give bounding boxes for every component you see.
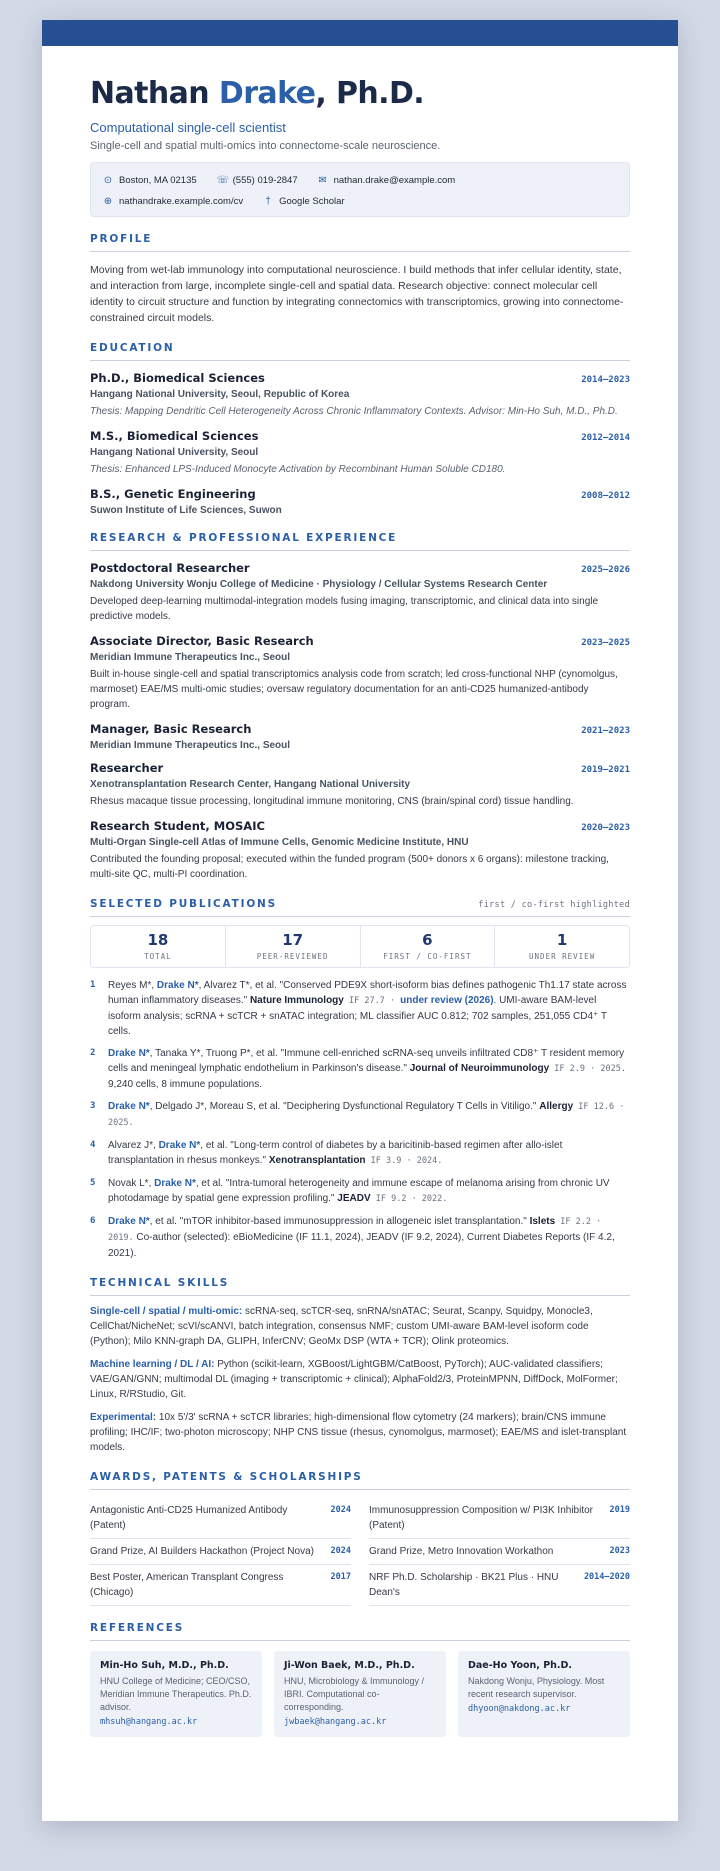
thesis-text: Thesis: Enhanced LPS-Induced Monocyte Activation by Recombinant Human Soluble CD180. xyxy=(90,464,506,475)
pub-number: 3 xyxy=(90,1101,96,1111)
award-item xyxy=(369,1565,630,1606)
reference-name: Dae-Ho Yoon, Ph.D. xyxy=(468,1660,573,1671)
globe-icon: ⊕ xyxy=(103,196,113,207)
award-date: 2023 xyxy=(609,1546,630,1556)
role-desc: Developed deep-learning multimodal-integration models fusing imaging, transcriptomic, and clinical data into single predictive models. xyxy=(90,596,599,622)
reference-card xyxy=(90,1651,262,1737)
role-dates: 2020–2023 xyxy=(581,823,630,833)
section-title-references: REFERENCES xyxy=(90,1622,630,1641)
publication-item: 5 Novak L*, Drake N*, et al. "Intra-tumoral heterogeneity and immune escape of melanoma arising from chronic UV photodamage by spatial gene expression profiling." JEADV IF 9.2 · 2022. xyxy=(90,1176,630,1207)
award-name: Best Poster, American Transplant Congress (Chicago) xyxy=(90,1572,284,1598)
pub-number: 2 xyxy=(90,1048,96,1058)
skill-key: Machine learning / DL / AI: xyxy=(90,1359,215,1370)
role-dates: 2025–2026 xyxy=(581,565,630,575)
resume-page xyxy=(42,20,678,1821)
contact-box xyxy=(90,162,630,217)
award-item xyxy=(369,1539,630,1565)
degree-title: M.S., Biomedical Sciences xyxy=(90,429,259,443)
pub-number: 4 xyxy=(90,1140,96,1150)
name-heading xyxy=(90,76,630,112)
email-text: nathan.drake@example.com xyxy=(333,175,456,186)
location-text: Boston, MA 02135 xyxy=(119,175,197,186)
journal-name: Allergy xyxy=(539,1101,574,1112)
stat-first-author xyxy=(361,926,496,967)
pub-number: 5 xyxy=(90,1178,96,1188)
degree-title: Ph.D., Biomedical Sciences xyxy=(90,371,265,385)
journal-name: Islets xyxy=(529,1216,556,1227)
journal-name: JEADV xyxy=(337,1193,371,1204)
stat-number: 1 xyxy=(556,931,568,949)
award-name: Antagonistic Anti-CD25 Humanized Antibody (Patent) xyxy=(90,1505,288,1531)
reference-card xyxy=(274,1651,446,1737)
references-list xyxy=(90,1651,630,1737)
section-title-publications: SELECTED PUBLICATIONS first / co-first highlighted xyxy=(90,898,630,917)
publication-list xyxy=(90,978,630,1261)
experience-entry xyxy=(90,722,630,751)
skill-key: Single-cell / spatial / multi-omic: xyxy=(90,1306,243,1317)
contact-website[interactable] xyxy=(103,196,243,207)
reference-email[interactable]: dhyoon@nakdong.ac.kr xyxy=(468,1704,571,1714)
stat-number: 17 xyxy=(282,931,304,949)
author-highlight: Drake N* xyxy=(158,1140,201,1151)
stat-label: UNDER REVIEW xyxy=(529,952,596,961)
degree-title: B.S., Genetic Engineering xyxy=(90,487,256,501)
publication-item: 1 Reyes M*, Drake N*, Alvarez T*, et al. "Conserved PDE9X short-isoform bias defines pathogenic Th1.17 state across human inflammatory diseases." Nature Immunology IF 27.7 · under review (2026). UMI-aware BAM-level isoform analysis; scRNA + scTCR + snATAC integration; ML classifier AUC 0.812; 702 samples, 251,055 CD4⁺ T cells. xyxy=(90,980,627,1037)
role-org: Meridian Immune Therapeutics Inc., Seoul xyxy=(90,740,291,751)
award-date: 2024 xyxy=(330,1505,351,1515)
stat-number: 6 xyxy=(422,931,433,949)
degree-dates: 2012–2014 xyxy=(581,433,630,443)
skill-group: Machine learning / DL / AI: Python (scikit-learn, XGBoost/LightGBM/CatBoost, PyTorch); AUC-validated classifiers; VAE/GAN/GNN; multimodal DL (imaging + transcriptomic + clinical); AlphaFold2/3, ProteinMPNN, DiffDock, MolFormer; Linux, R/RStudio, Git. xyxy=(90,1359,618,1400)
education-entry xyxy=(90,487,630,516)
role-org: Nakdong University Wonju College of Medicine · Physiology / Cellular Systems Research Center xyxy=(90,579,548,590)
journal-name: Xenotransplantation xyxy=(268,1155,366,1166)
experience-entry xyxy=(90,634,630,712)
award-item xyxy=(90,1565,351,1606)
experience-entry xyxy=(90,819,630,882)
degree-dates: 2014–2023 xyxy=(581,375,630,385)
thesis-text: Thesis: Mapping Dendritic Cell Heterogeneity Across Chronic Inflammatory Contexts. Advisor: Min-Ho Suh, M.D., Ph.D. xyxy=(90,406,618,417)
award-name: Grand Prize, AI Builders Hackathon (Project Nova) xyxy=(90,1546,314,1557)
author-highlight: Drake N* xyxy=(108,1101,150,1112)
role-title: Postdoctoral Researcher xyxy=(90,561,250,575)
role-dates: 2019–2021 xyxy=(581,765,630,775)
role-dates: 2023–2025 xyxy=(581,638,630,648)
degree-dates: 2008–2012 xyxy=(581,491,630,501)
role-org: Xenotransplantation Research Center, Hangang National University xyxy=(90,779,411,790)
section-title-skills: TECHNICAL SKILLS xyxy=(90,1277,630,1296)
role-title: Research Student, MOSAIC xyxy=(90,819,265,833)
reference-name: Ji-Won Baek, M.D., Ph.D. xyxy=(284,1660,415,1671)
stat-peer-reviewed xyxy=(226,926,361,967)
phone-icon: ☏ xyxy=(216,175,230,186)
award-name: NRF Ph.D. Scholarship · BK21 Plus · HNU Dean's xyxy=(369,1572,559,1598)
reference-email[interactable]: mhsuh@hangang.ac.kr xyxy=(100,1717,198,1727)
school-name: Suwon Institute of Life Sciences, Suwon xyxy=(90,505,282,516)
scholar-icon: † xyxy=(265,196,271,207)
profile-text: Moving from wet-lab immunology into computational neuroscience. I build methods that infer cellular identity, state, and interaction from large, incomplete single-cell and spatial data. Research objective: connect molecular cell identity to circuit structure and function by integrating connectomics with transcriptomics, growing into connectome-constrained circuit models. xyxy=(90,264,624,324)
reference-desc: HNU College of Medicine; CEO/CSO, Meridian Immune Therapeutics. Ph.D. advisor. xyxy=(100,1676,252,1712)
skill-key: Experimental: xyxy=(90,1412,157,1423)
scholar-text: Google Scholar xyxy=(279,196,345,207)
journal-name: Nature Immunology xyxy=(249,995,344,1006)
education-entry xyxy=(90,429,630,477)
top-accent-bar xyxy=(42,20,678,46)
mail-icon: ✉ xyxy=(318,175,327,186)
contact-scholar[interactable] xyxy=(263,196,344,207)
role-org: Meridian Immune Therapeutics Inc., Seoul xyxy=(90,652,291,663)
author-highlight: Drake N* xyxy=(154,1178,196,1189)
section-title-education: EDUCATION xyxy=(90,342,630,361)
school-name: Hangang National University, Seoul, Republic of Korea xyxy=(90,389,350,400)
publication-item: 4 Alvarez J*, Drake N*, et al. "Long-term control of diabetes by a baricitinib-based regimen after allo-islet transplantation in rhesus monkeys." Xenotransplantation IF 3.9 · 2024. xyxy=(90,1138,630,1169)
reference-card xyxy=(458,1651,630,1737)
award-item xyxy=(90,1498,351,1539)
award-item xyxy=(369,1498,630,1539)
role-dates: 2021–2023 xyxy=(581,726,630,736)
name-suffix: , Ph.D. xyxy=(315,76,425,111)
role-desc: Contributed the founding proposal; executed within the funded program (500+ donors x 6 organs): milestone tracking, multi-site QC, multi-PI coordination. xyxy=(90,854,609,880)
role-desc: Built in-house single-cell and spatial transcriptomics analysis code from scratch; led cross-functional NHP (cynomolgus, marmoset) EAE/MS multi-omic studies; oversaw regulatory documentation for an anti-CD25 humanized-antibody program. xyxy=(90,669,618,710)
stat-number: 18 xyxy=(147,931,169,949)
reference-desc: Nakdong Wonju, Physiology. Most recent research supervisor. xyxy=(468,1676,605,1699)
stat-total xyxy=(91,926,226,967)
role-title: Associate Director, Basic Research xyxy=(90,634,314,648)
award-name: Immunosuppression Composition w/ PI3K Inhibitor (Patent) xyxy=(369,1505,593,1531)
section-title-profile: PROFILE xyxy=(90,233,630,252)
phone-text: (555) 019-2847 xyxy=(232,175,298,186)
publication-item: 6 Drake N*, et al. "mTOR inhibitor-based immunosuppression in allogeneic islet transplantation." Islets IF 2.2 · 2019. Co-author (selected): eBioMedicine (IF 11.1, 2024), JEADV (IF 9.2, 2024), Current Diabetes Reports (IF 4.2, 2021). xyxy=(90,1216,615,1259)
publications-note: first / co-first highlighted xyxy=(478,900,630,910)
stat-label: PEER-REVIEWED xyxy=(256,952,329,961)
award-date: 2017 xyxy=(330,1572,351,1582)
reference-desc: HNU, Microbiology & Immunology / IBRI. Computational co-corresponding. xyxy=(284,1676,425,1712)
pub-number: 6 xyxy=(90,1216,96,1226)
skill-group: Single-cell / spatial / multi-omic: scRNA-seq, scTCR-seq, snRNA/snATAC; Seurat, Scanpy, Squidpy, Monocle3, CellChat/NicheNet; scVI/scANVI, batch integration, consensus NMF; custom UMI-aware BAM-level isoform code (Python); Milo KNN-graph DA, GLIPH, InferCNV; GeoMx DSP (WTA + TCR); Olink proteomics. xyxy=(90,1306,593,1347)
contact-email[interactable] xyxy=(318,175,456,186)
author-highlight: Drake N* xyxy=(108,1048,150,1059)
location-pin-icon: ⊙ xyxy=(103,175,113,186)
award-item xyxy=(90,1539,351,1565)
stat-under-review xyxy=(495,926,629,967)
award-name: Grand Prize, Metro Innovation Workathon xyxy=(369,1546,554,1557)
school-name: Hangang National University, Seoul xyxy=(90,447,259,458)
last-name: Drake xyxy=(218,76,316,111)
skill-group: Experimental: 10x 5'/3' scRNA + scTCR libraries; high-dimensional flow cytometry (24 markers); brain/CNS immune profiling; IHC/IF; two-photon microscopy; NHP CNS tissue (rhesus, cynomolgus, marmoset); EAE/MS and islet-transplant models. xyxy=(90,1412,627,1453)
role-org: Multi-Organ Single-cell Atlas of Immune Cells, Genomic Medicine Institute, HNU xyxy=(90,837,469,848)
role-title: Manager, Basic Research xyxy=(90,722,252,736)
subtagline: Single-cell and spatial multi-omics into connectome-scale neuroscience. xyxy=(90,140,441,152)
award-date: 2019 xyxy=(609,1505,630,1515)
experience-entry xyxy=(90,761,630,809)
contact-location xyxy=(103,175,197,186)
role-title: Researcher xyxy=(90,761,164,775)
publication-item: 2 Drake N*, Tanaka Y*, Truong P*, et al. "Immune cell-enriched scRNA-seq unveils infiltrated CD8⁺ T resident memory cells and meningeal lymphatic endothelium in Parkinson's disease." Journal of Neuroimmunology IF 2.9 · 2025. 9,240 cells, 8 immune populations. xyxy=(90,1048,626,1090)
education-entry xyxy=(90,371,630,419)
section-title-experience: RESEARCH & PROFESSIONAL EXPERIENCE xyxy=(90,532,630,551)
tagline: Computational single-cell scientist xyxy=(90,120,286,135)
stat-label: FIRST / CO-FIRST xyxy=(383,952,472,961)
reference-name: Min-Ho Suh, M.D., Ph.D. xyxy=(100,1660,229,1671)
review-status: under review (2026) xyxy=(400,995,494,1006)
section-title-awards: AWARDS, PATENTS & SCHOLARSHIPS xyxy=(90,1471,630,1490)
author-highlight: Drake N* xyxy=(108,1216,150,1227)
pub-number: 1 xyxy=(90,980,96,990)
awards-grid xyxy=(90,1498,630,1606)
publication-stats xyxy=(90,925,630,968)
reference-email[interactable]: jwbaek@hangang.ac.kr xyxy=(284,1717,387,1727)
author-highlight: Drake N* xyxy=(156,980,199,991)
award-date: 2024 xyxy=(330,1546,351,1556)
experience-entry xyxy=(90,561,630,624)
first-name: Nathan xyxy=(90,76,210,111)
publication-item: 3 Drake N*, Delgado J*, Moreau S, et al. "Deciphering Dysfunctional Regulatory T Cells in Vitiligo." Allergy IF 12.6 · 2025. xyxy=(90,1099,630,1131)
stat-label: TOTAL xyxy=(144,952,172,961)
journal-name: Journal of Neuroimmunology xyxy=(409,1063,550,1074)
award-date: 2014–2020 xyxy=(583,1572,630,1582)
website-text: nathandrake.example.com/cv xyxy=(119,196,244,207)
role-desc: Rhesus macaque tissue processing, longitudinal immune monitoring, CNS (brain/spinal cord) tissue handling. xyxy=(90,796,574,807)
contact-phone[interactable] xyxy=(217,175,298,186)
